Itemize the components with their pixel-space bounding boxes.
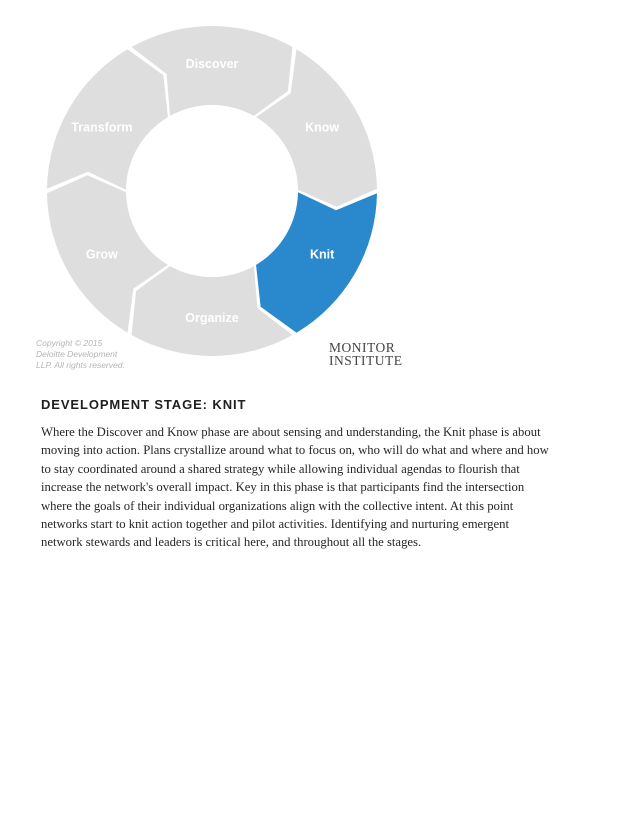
monitor-institute-logo: MONITOR INSTITUTE [329,340,403,368]
development-cycle-diagram [0,0,638,380]
body-line: networks start to knit action together and pilot activities. Identifying and nurturing emergent [41,517,510,532]
copyright-line: Deloitte Development [36,349,118,359]
body-line: moving into action. Plans crystallize around what to focus on, who will do what and where and how [41,443,549,458]
stage-label-discover: Discover [185,56,239,71]
section-body [41,423,601,552]
body-line: increase the network's overall impact. Key in this phase is that participants find the intersection [41,480,525,495]
body-line: where the goals of their individual organizations align with the collective intent. At this point [41,498,514,513]
body-line: to stay coordinated around a shared strategy while allowing individual agendas to flourish that [41,461,520,476]
stage-label-grow: Grow [85,247,118,262]
cycle-ring [0,0,638,380]
stage-label-know: Know [305,120,340,135]
body-line: Where the Discover and Know phase are about sensing and understanding, the Knit phase is about [41,425,541,439]
body-line: network stewards and leaders is critical here, and throughout all the stages. [41,535,422,550]
stage-label-knit: Knit [309,247,335,262]
stage-label-transform: Transform [71,120,133,135]
section-heading: DEVELOPMENT STAGE: KNIT [41,397,247,412]
stage-label-organize: Organize [185,311,239,326]
copyright-line: LLP. All rights reserved. [36,360,125,370]
copyright-notice [36,338,146,371]
copyright-line: Copyright © 2015 [36,338,103,348]
stage-segment-knit [256,192,377,333]
